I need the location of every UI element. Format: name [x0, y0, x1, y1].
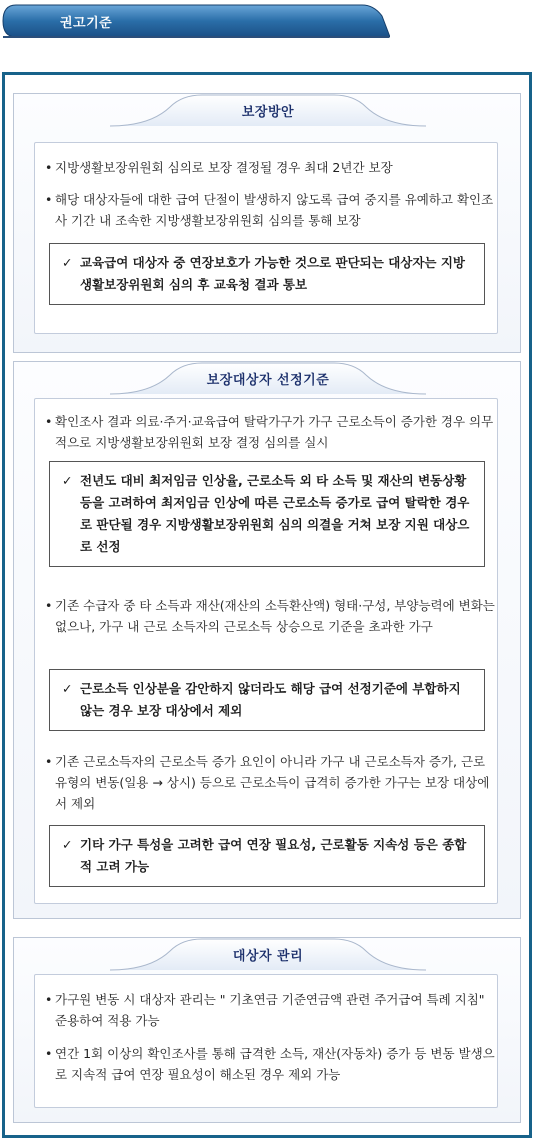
bullet-icon: •	[45, 160, 53, 175]
header-tab-label: 권고기준	[60, 16, 113, 31]
check-note-text: 전년도 대비 최저임금 인상율, 근로소득 외 타 소득 및 재산의 변동상황 등을 고려하여 최저임금 인상에 따른 근로소득 증가로 급여 탈락한 경우로 판단될 경우 지방생활보장위원회 심의 의결을 거쳐 보장 지원 대상으로 선정	[80, 473, 470, 554]
section-title: 보장대상자 선정기준	[206, 373, 330, 388]
bullet-icon: •	[45, 992, 53, 1007]
section-guarantee-plan	[13, 93, 521, 353]
checkmark-icon: ✓	[62, 681, 73, 696]
section-recipient-management	[13, 937, 521, 1123]
bullet-icon: •	[45, 598, 53, 613]
list-item-text: 가구원 변동 시 대상자 관리는 " 기초연금 기준연금액 관련 주거급여 특례 지침" 준용하여 적용 가능	[55, 992, 485, 1028]
check-note-text: 근로소득 인상분을 감안하지 않더라도 해당 급여 선정기준에 부합하지 않는 경우 보장 대상에서 제외	[80, 681, 461, 718]
list-item	[45, 595, 497, 637]
section-title-cap	[110, 93, 426, 127]
bullet-icon: •	[45, 414, 53, 429]
section-title: 보장방안	[241, 105, 295, 120]
section-panel	[34, 398, 498, 904]
checkmark-icon: ✓	[62, 255, 73, 270]
list-item-text: 해당 대상자들에 대한 급여 단절이 발생하지 않도록 급여 중지를 유예하고 확인조사 기간 내 조속한 지방생활보장위원회 심의를 통해 보장	[55, 192, 494, 228]
section-title: 대상자 관리	[232, 949, 304, 964]
list-item	[45, 157, 497, 178]
list-item	[45, 189, 497, 231]
section-title-cap	[110, 937, 426, 971]
section-selection-criteria	[13, 361, 521, 919]
list-item-text: 확인조사 결과 의료·주거·교육급여 탈락가구가 가구 근로소득이 증가한 경우 의무적으로 지방생활보장위원회 보장 결정 심의를 실시	[55, 414, 494, 450]
section-title-cap	[110, 361, 426, 395]
check-note-text: 기타 가구 특성을 고려한 급여 연장 필요성, 근로활동 지속성 등은 종합적 고려 가능	[80, 837, 467, 874]
list-item	[45, 751, 497, 814]
header-tab	[2, 4, 390, 38]
content-frame	[2, 72, 532, 1138]
list-item	[45, 411, 497, 453]
list-item-text: 연간 1회 이상의 확인조사를 통해 급격한 소득, 재산(자동차) 증가 등 변동 발생으로 지속적 급여 연장 필요성이 해소된 경우 제외 가능	[55, 1046, 495, 1082]
bullet-icon: •	[45, 192, 53, 207]
section-panel	[34, 142, 498, 334]
list-item-text: 기존 수급자 중 타 소득과 재산(재산의 소득환산액) 형태·구성, 부양능력에 변화는 없으나, 가구 내 근로 소득자의 근로소득 상승으로 기준을 초과한 가구	[55, 598, 495, 634]
check-note-text: 교육급여 대상자 중 연장보호가 가능한 것으로 판단되는 대상자는 지방생활보장위원회 심의 후 교육청 결과 통보	[80, 255, 465, 292]
check-note	[49, 669, 485, 731]
bullet-icon: •	[45, 754, 53, 769]
checkmark-icon: ✓	[62, 473, 73, 488]
check-note	[49, 825, 485, 887]
section-panel	[34, 974, 498, 1108]
checkmark-icon: ✓	[62, 837, 73, 852]
check-note	[49, 243, 485, 305]
list-item-text: 지방생활보장위원회 심의로 보장 결정될 경우 최대 2년간 보장	[55, 160, 393, 175]
list-item-text: 기존 근로소득자의 근로소득 증가 요인이 아니라 가구 내 근로소득자 증가, 근로유형의 변동(일용 → 상시) 등으로 근로소득이 급격히 증가한 가구는 보장 대상에서 제외	[55, 754, 490, 811]
list-item	[45, 989, 497, 1031]
bullet-icon: •	[45, 1046, 53, 1061]
list-item	[45, 1043, 497, 1085]
check-note	[49, 461, 485, 567]
